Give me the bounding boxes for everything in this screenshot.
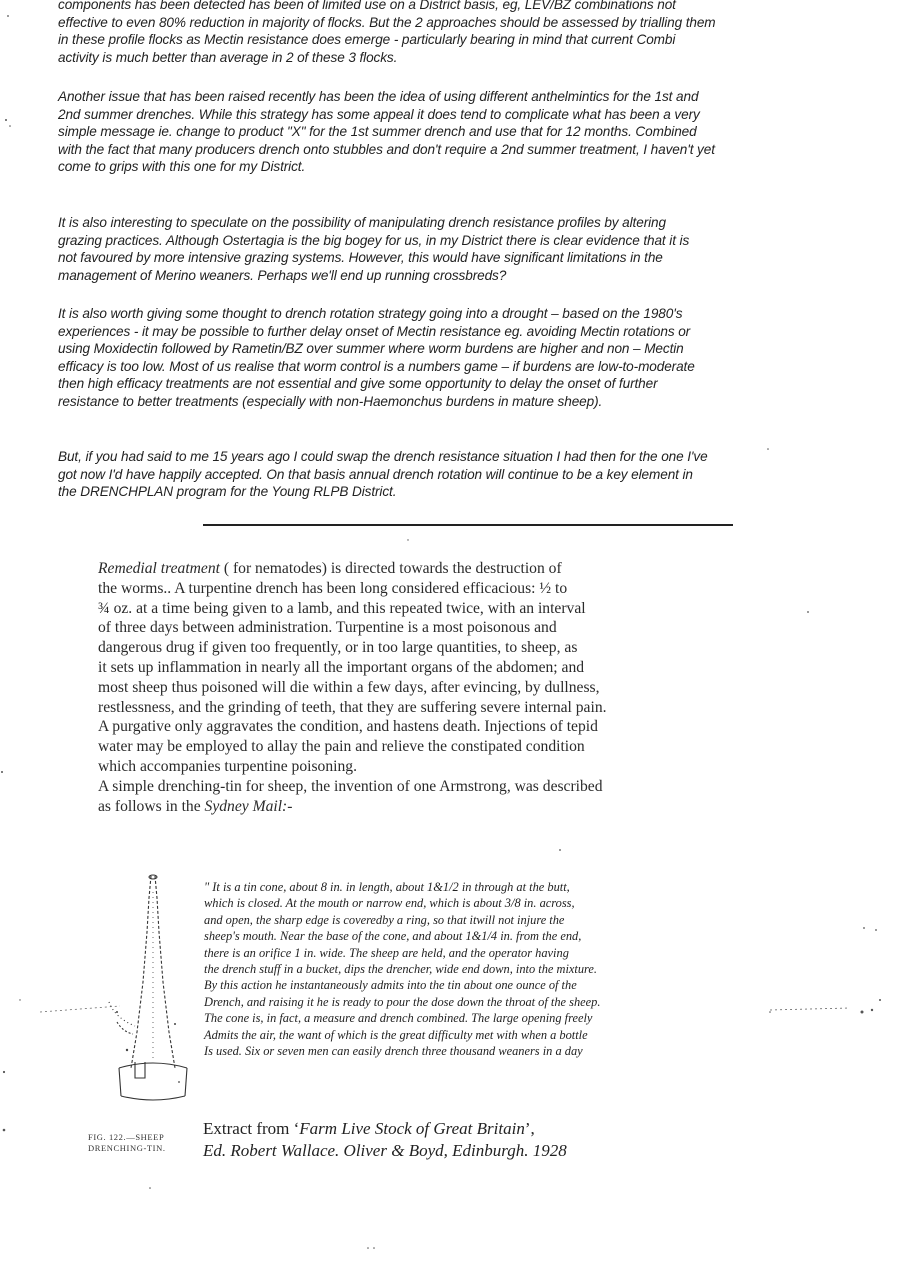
remedial-lead: Remedial treatment <box>98 560 220 577</box>
citation-line-2: Ed. Robert Wallace. Oliver & Boyd, Edinburgh. 1928 <box>203 1141 567 1160</box>
memo-line: But, if you had said to me 15 years ago I could swap the drench resistance situation I had then for the one I've <box>58 449 708 464</box>
sydney-mail-title: Sydney Mail:- <box>204 797 293 815</box>
memo-line: not favoured by more intensive grazing systems. However, this would have significant limitations in the <box>58 250 663 265</box>
memo-line: It is also interesting to speculate on the possibility of manipulating drench resistance profiles by altering <box>58 215 666 230</box>
quote-line: the drench stuff in a bucket, dips the drencher, wide end down, into the mixture. <box>204 962 597 977</box>
book-line: A purgative only aggravates the condition, and hastens death. Injections of tepid <box>98 718 598 736</box>
quote-line: By this action he instantaneously admits into the tin about one ounce of the <box>204 978 577 993</box>
memo-line: effective to even 80% reduction in majority of flocks. But the 2 approaches should be assessed by trialling them <box>58 14 716 30</box>
quote-line: " It is a tin cone, about 8 in. in length, about 1&1/2 in through at the butt, <box>204 880 570 894</box>
memo-line: It is also worth giving some thought to drench rotation strategy going into a drought – based on the 1980's <box>58 306 683 321</box>
memo-line: using Moxidectin followed by Rametin/BZ over summer where worm burdens are higher and non – Mectin <box>58 341 684 356</box>
figure-caption-line: FIG. 122.—SHEEP <box>88 1132 165 1142</box>
quote-line: The cone is, in fact, a measure and drench combined. The large opening freely <box>204 1011 593 1026</box>
memo-line: components has been detected has been of limited use on a District basis, eg, LEV/BZ combinations not <box>58 0 676 12</box>
memo-line: efficacy is too low. Most of us realise that worm control is a numbers game – if burdens are low-to-moderate <box>58 358 695 374</box>
book-title: Farm Live Stock of Great Britain <box>299 1119 525 1138</box>
citation-prefix: Extract from ‘ <box>203 1119 300 1138</box>
book-line: A simple drenching-tin for sheep, the invention of one Armstrong, was described <box>98 777 603 795</box>
book-line: restlessness, and the grinding of teeth, that they are suffering severe internal pain. <box>98 698 607 716</box>
book-line: the worms.. A turpentine drench has been long considered efficacious: ½ to <box>98 579 568 597</box>
book-line-text: as follows in the <box>98 797 205 815</box>
book-line: it sets up inflammation in nearly all the important organs of the abdomen; and <box>98 658 585 676</box>
book-line: dangerous drug if given too frequently, or in too large quantities, to sheep, as <box>98 639 578 657</box>
quote-line: which is closed. At the mouth or narrow end, which is about 3/8 in. across, <box>204 896 575 911</box>
figure-caption-line: DRENCHING-TIN. <box>88 1143 166 1153</box>
memo-line: resistance to better treatments (especially with non-Haemonchus burdens in mature sheep). <box>58 393 603 409</box>
quote-line: Is used. Six or seven men can easily drench three thousand weaners in a day <box>204 1044 583 1059</box>
book-line: ¾ oz. at a time being given to a lamb, and this repeated twice, with an interval <box>98 599 586 617</box>
memo-line: simple message ie. change to product "X" for the 1st summer drench and use that for 12 months. Combined <box>58 124 697 139</box>
memo-line: experiences - it may be possible to further delay onset of Mectin resistance eg. avoiding Mectin rotations or <box>58 323 691 339</box>
book-line: of three days between administration. Turpentine is a most poisonous and <box>98 619 557 637</box>
memo-line: 2nd summer drenches. While this strategy has some appeal it does tend to complicate what has been a very <box>58 106 700 122</box>
memo-line: activity is much better than average in 2 of these 3 flocks. <box>58 49 398 65</box>
memo-line: management of Merino weaners. Perhaps we'll end up running crossbreds? <box>58 267 507 283</box>
memo-line: grazing practices. Although Ostertagia is the big bogey for us, in my District there is clear evidence that it is <box>58 232 690 248</box>
book-line: most sheep thus poisoned will die within a few days, after evincing, by dullness, <box>98 678 600 696</box>
memo-line: got now I'd have happily accepted. On that basis annual drench rotation will continue to be a key element in <box>58 466 693 482</box>
memo-line: come to grips with this one for my District. <box>58 159 306 174</box>
memo-line: in these profile flocks as Mectin resistance does emerge - particularly bearing in mind that current Combi <box>58 32 676 47</box>
memo-line: Another issue that has been raised recently has been the idea of using different anthelmintics for the 1st and <box>58 89 699 104</box>
memo-line: then high efficacy treatments are not essential and give some opportunity to delay the onset of further <box>58 376 658 391</box>
book-line: which accompanies turpentine poisoning. <box>98 757 357 775</box>
quote-line: and open, the sharp edge is coveredby a ring, so that itwill not injure the <box>204 912 565 927</box>
quote-line: Admits the air, the want of which is the great difficulty met with when a bottle <box>204 1027 588 1042</box>
memo-line: the DRENCHPLAN program for the Young RLPB District. <box>58 484 397 499</box>
book-line-text: ( for nematodes) is directed towards the destruction of <box>219 560 562 577</box>
memo-line: with the fact that many producers drench onto stubbles and don't require a 2nd summer treatment, I haven't yet <box>58 141 715 157</box>
quote-line: sheep's mouth. Near the base of the cone, and about 1&1/4 in. from the end, <box>204 929 582 944</box>
quote-line: there is an orifice 1 in. wide. The sheep are held, and the operator having <box>204 945 569 960</box>
quote-line: Drench, and raising it he is ready to pour the dose down the throat of the sheep. <box>204 994 601 1009</box>
citation-suffix: ’, <box>524 1119 535 1138</box>
book-line: water may be employed to allay the pain and relieve the constipated condition <box>98 738 585 756</box>
